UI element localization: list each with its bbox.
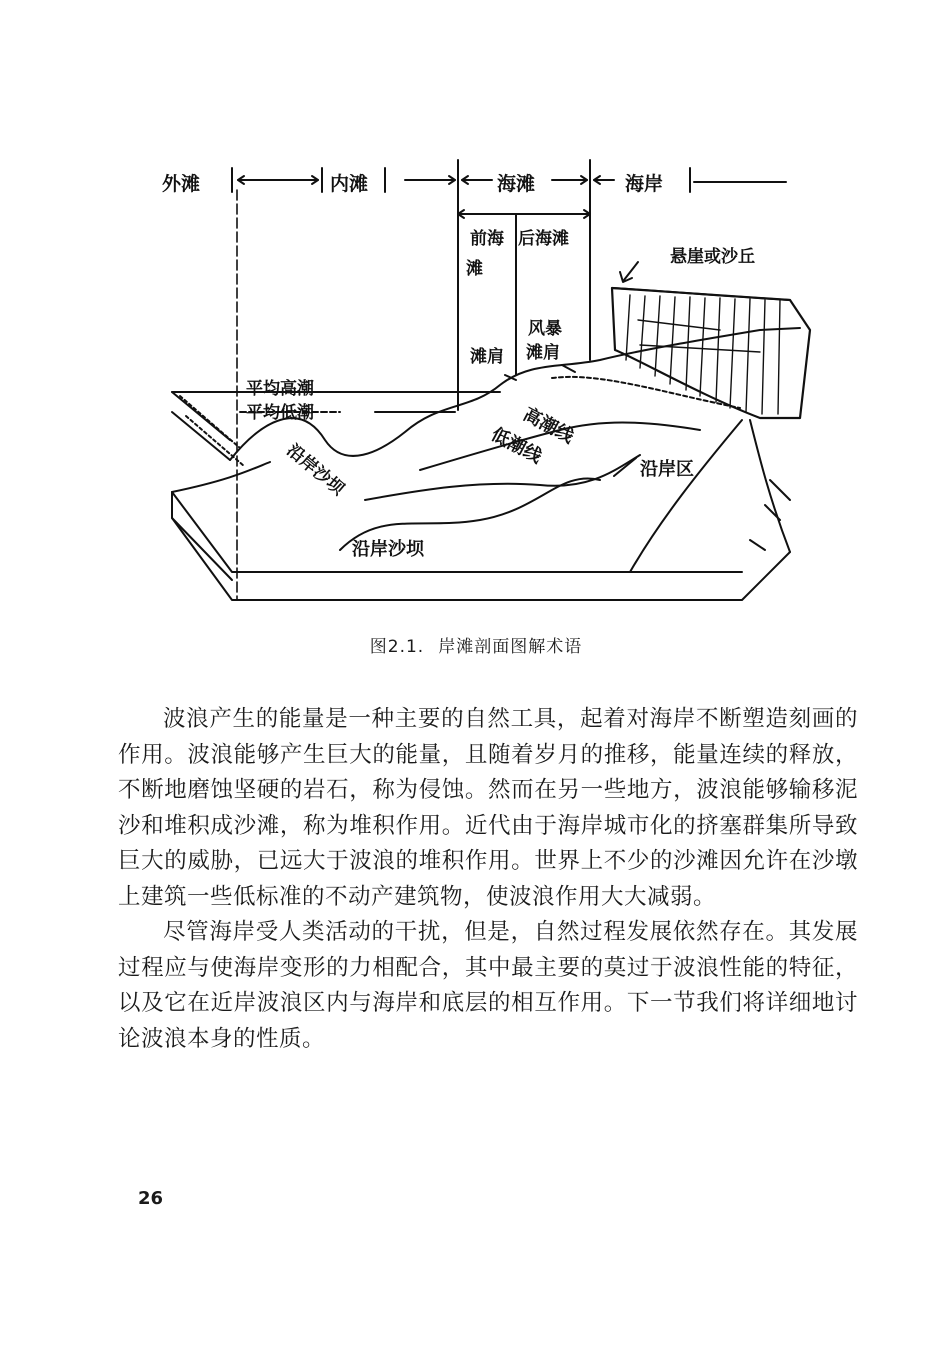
label-beach: 海滩 xyxy=(497,173,536,195)
label-mean-high-tide: 平均高潮 xyxy=(246,379,314,399)
beach-profile-diagram xyxy=(0,0,952,620)
label-mean-low-tide: 平均低潮 xyxy=(246,403,314,423)
label-backshore: 后海滩 xyxy=(518,229,569,249)
label-foreshore-2: 滩 xyxy=(466,259,483,279)
figure-number: 图2.1. xyxy=(369,637,425,657)
label-cliff-or-dune: 悬崖或沙丘 xyxy=(670,247,755,267)
label-coast: 海岸 xyxy=(625,173,664,195)
label-offshore: 外滩 xyxy=(162,173,201,195)
figure-title: 岸滩剖面图解术语 xyxy=(438,637,583,657)
paragraph-1: 波浪产生的能量是一种主要的自然工具，起着对海岸不断塑造刻画的作用。波浪能够产生巨大的能量，且随着岁月的推移，能量连续的释放，不断地磨蚀坚硬的岩石，称为侵蚀。然而在另一些地方，波浪能够输移泥沙和堆积成沙滩，称为堆积作用。近代由于海岸城市化的挤塞群集所导致巨大的威胁，已远大于波浪的堆积作用。世界上不少的沙滩因允许在沙墩上建筑一些低标准的不动产建筑物，使波浪作用大大减弱。 xyxy=(118,706,858,910)
label-inshore: 内滩 xyxy=(330,173,369,195)
label-storm-berm-2: 滩肩 xyxy=(526,343,560,363)
label-low-tide-line: 低潮线 xyxy=(487,423,546,468)
label-high-tide-line: 高潮线 xyxy=(519,403,578,448)
label-berm: 滩肩 xyxy=(470,347,504,367)
label-foreshore-1: 前海 xyxy=(470,229,504,249)
label-nearshore-zone: 沿岸区 xyxy=(640,459,694,480)
paragraph-2: 尽管海岸受人类活动的干扰，但是，自然过程发展依然存在。其发展过程应与使海岸变形的力相配合，其中最主要的莫过于波浪性能的特征，以及它在近岸波浪区内与海岸和底层的相互作用。下一节我们将详细地讨论波浪本身的性质。 xyxy=(118,919,858,1052)
label-longshore-bar-lower: 沿岸沙坝 xyxy=(352,539,424,560)
body-text xyxy=(118,702,858,1057)
figure-caption xyxy=(0,632,952,657)
label-storm-berm-1: 风暴 xyxy=(528,319,562,339)
page-number: 26 xyxy=(138,1188,164,1209)
label-longshore-bar-upper: 沿岸沙坝 xyxy=(282,440,348,500)
